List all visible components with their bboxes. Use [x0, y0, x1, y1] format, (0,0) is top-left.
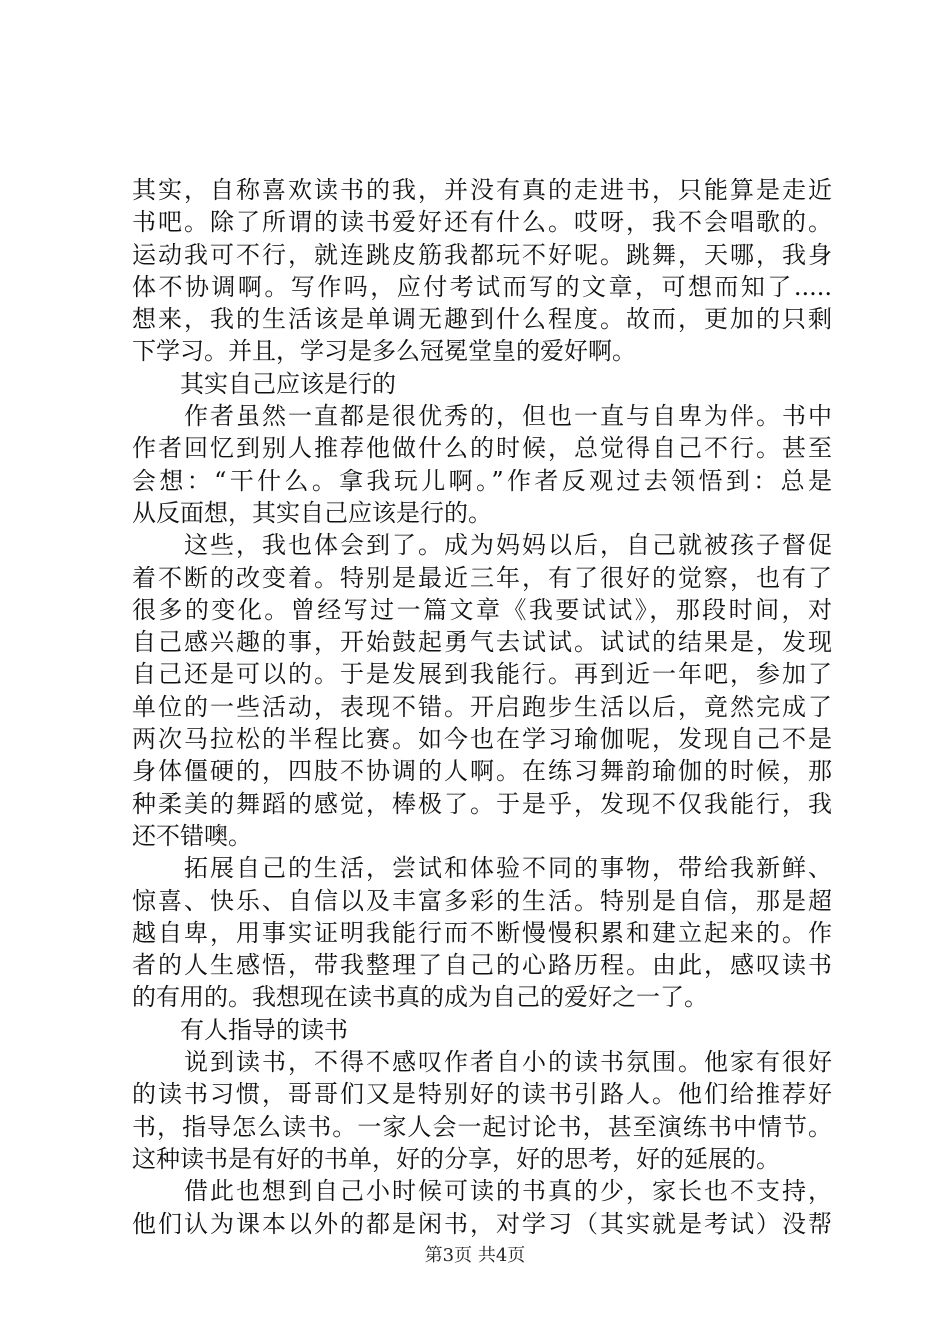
text-line: 作者虽然一直都是很优秀的，但也一直与自卑为伴。书中: [132, 402, 832, 431]
page-footer: 第3页 共4页: [424, 1245, 526, 1266]
text-line: 惊喜、快乐、自信以及丰富多彩的生活。特别是自信，那是超: [132, 886, 832, 915]
text-line: 自己感兴趣的事，开始鼓起勇气去试试。试试的结果是，发现: [132, 628, 832, 657]
text-line: 体不协调啊。写作吗，应付考试而写的文章，可想而知了.....: [132, 272, 832, 301]
text-line: 借此也想到自己小时候可读的书真的少，家长也不支持，: [132, 1177, 832, 1206]
text-line: 拓展自己的生活，尝试和体验不同的事物，带给我新鲜、: [132, 854, 832, 883]
text-line: 想来，我的生活该是单调无趣到什么程度。故而，更加的只剩: [132, 305, 832, 334]
text-line: 会想：“干什么。拿我玩儿啊。”作者反观过去领悟到：总是: [132, 466, 832, 495]
text-line: 的读书习惯，哥哥们又是特别好的读书引路人。他们给推荐好: [132, 1080, 832, 1109]
text-line: 他们认为课本以外的都是闲书，对学习（其实就是考试）没帮: [132, 1209, 832, 1238]
text-line: 很多的变化。曾经写过一篇文章《我要试试》，那段时间，对: [132, 595, 832, 624]
text-line: 书吧。除了所谓的读书爱好还有什么。哎呀，我不会唱歌的。: [132, 208, 832, 237]
text-line: 说到读书，不得不感叹作者自小的读书氛围。他家有很好: [132, 1048, 832, 1077]
body-text: [132, 174, 832, 1240]
text-line: 作者回忆到别人推荐他做什么的时候，总觉得自己不行。甚至: [132, 434, 832, 463]
text-line: 越自卑，用事实证明我能行而不断慢慢积累和建立起来的。作: [132, 918, 832, 947]
text-line: 从反面想，其实自己应该是行的。: [132, 498, 492, 527]
text-line: 者的人生感悟，带我整理了自己的心路历程。由此，感叹读书: [132, 951, 832, 980]
text-line: 其实自己应该是行的: [132, 369, 396, 398]
text-line: 身体僵硬的，四肢不协调的人啊。在练习舞韵瑜伽的时候，那: [132, 757, 832, 786]
text-line: 种柔美的舞蹈的感觉，棒极了。于是乎，发现不仅我能行，我: [132, 789, 832, 818]
text-line: 单位的一些活动，表现不错。开启跑步生活以后，竟然完成了: [132, 692, 832, 721]
text-line: 着不断的改变着。特别是最近三年，有了很好的觉察，也有了: [132, 563, 832, 592]
text-line: 有人指导的读书: [132, 1015, 348, 1044]
text-line: 书，指导怎么读书。一家人会一起讨论书，甚至演练书中情节。: [132, 1112, 832, 1141]
text-line: 这种读书是有好的书单，好的分享，好的思考，好的延展的。: [132, 1144, 780, 1173]
text-line: 两次马拉松的半程比赛。如今也在学习瑜伽呢，发现自己不是: [132, 725, 832, 754]
text-line: 下学习。并且，学习是多么冠冕堂皇的爱好啊。: [132, 337, 636, 366]
text-line: 的有用的。我想现在读书真的成为自己的爱好之一了。: [132, 983, 708, 1012]
text-line: 还不错噢。: [132, 821, 252, 850]
text-line: 自己还是可以的。于是发展到我能行。再到近一年吧，参加了: [132, 660, 832, 689]
text-line: 这些，我也体会到了。成为妈妈以后，自己就被孩子督促: [132, 531, 832, 560]
text-line: 运动我可不行，就连跳皮筋我都玩不好呢。跳舞，天哪，我身: [132, 240, 832, 269]
text-line: 其实，自称喜欢读书的我，并没有真的走进书，只能算是走近: [132, 176, 832, 204]
